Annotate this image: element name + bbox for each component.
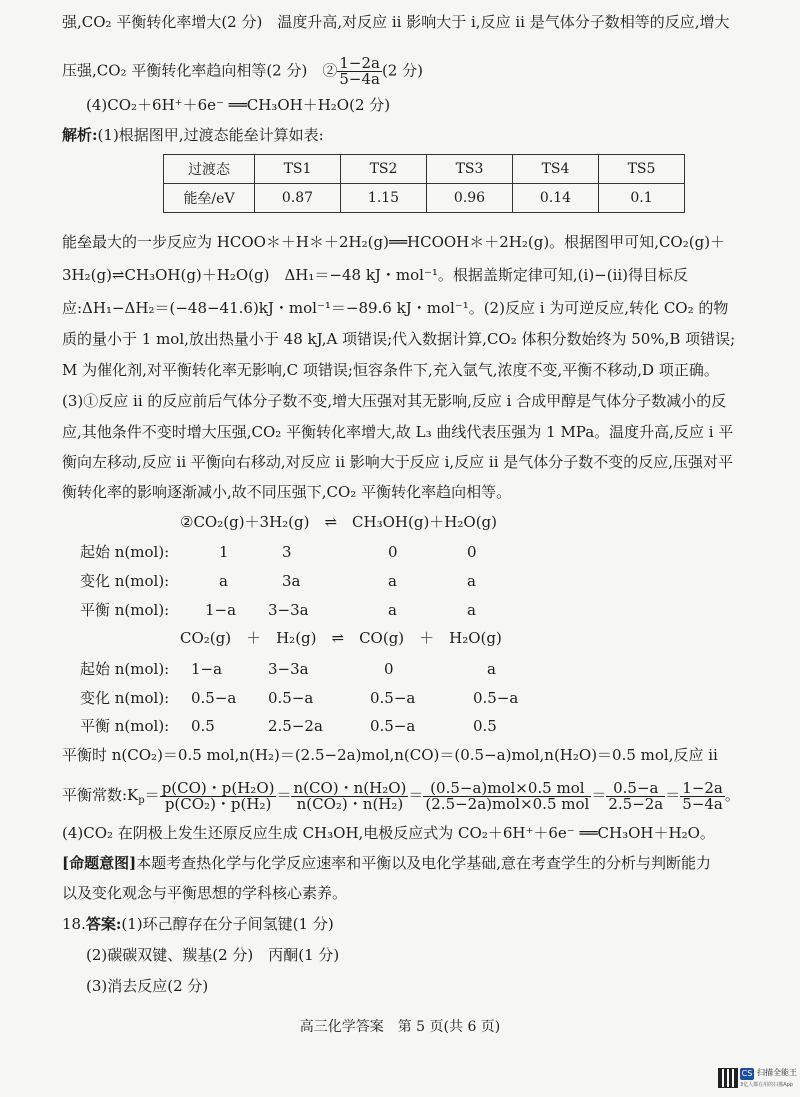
table-header-cell: TS1 [255,155,341,184]
text-line: 解析:(1)根据图甲,过渡态能垒计算如表: [62,126,324,144]
kp-expression: 平衡常数$:K_p=$ $\frac{\text{p(CO)・p(H₂O)}}{\text{p(CO₂)・p(H₂)}}$ ＝ $\frac{\text{n(CO)・n(H₂O)}}{\text{n(CO₂)・n(H₂)}}$ ＝ $\frac{\text{(0.5−a)mol×0.5 mol}}{\text{(2.5−2a)mol×0.5 mol}}$ ＝ $\frac{0.5-a}{2.5-2a}$ ＝ $\frac{1-2a}{5-4a}$ 。 [62,778,740,813]
ice-value: a [487,660,496,678]
table-cell: 0.1 [599,184,685,213]
text-line: M 为催化剂,对平衡转化率无影响,C 项错误;恒容条件下,充入氩气,浓度不变,平衡不移动,D 项正确。 [62,361,719,379]
ice-value: 0.5−a [268,689,314,707]
fraction: $\frac{\text{p(CO)・p(H₂O)}}{\text{p(CO₂)・p(H₂)}}$ [161,778,275,813]
ice-label: 平衡 n(mol): [80,717,170,735]
ice-value: 0.5 [473,717,497,735]
ice-value: 0.5−a [370,689,416,707]
text-line: 衡向左移动,反应 ii 平衡向右移动,对反应 ii 影响大于反应 i,反应 ii 是气体分子数不变的反应,压强对平 [62,453,734,471]
ice-value: a [467,601,476,619]
ice-value: a [388,572,397,590]
ice-value: 3a [282,572,301,590]
text-line: 强,CO₂ 平衡转化率增大(2 分) 温度升高,对反应 ii 影响大于 i,反应 ii 是气体分子数相等的反应,增大 [62,13,730,31]
transition-state-table [163,154,685,213]
ice-value: 1 [219,543,229,561]
table-cell: 0.96 [427,184,513,213]
table-cell: 0.14 [513,184,599,213]
ice-value: 0.5−a [370,717,416,735]
text-line: (3)消去反应(2 分) [86,977,209,995]
text-line: 平衡时 n(CO₂)＝0.5 mol,n(H₂)＝(2.5−2a)mol,n(CO)＝(0.5−a)mol,n(H₂O)＝0.5 mol,反应 ii [62,746,718,764]
table-header-cell: TS4 [513,155,599,184]
question-number: 18. [62,915,86,933]
ice-label: 变化 n(mol): [80,572,170,590]
ice-value: 0.5−a [191,689,237,707]
page-footer: 高三化学答案 第 5 页(共 6 页) [299,1019,501,1035]
ice-value: a [219,572,228,590]
table-row [164,155,685,184]
fraction: $\frac{0.5-a}{2.5-2a}$ [608,778,664,813]
text-line: (3)①反应 ii 的反应前后气体分子数不变,增大压强对其无影响,反应 i 合成甲醇是气体分子数减小的反 [62,392,727,410]
table-header-cell: 过渡态 [164,155,255,184]
text-line: 以及变化观念与平衡思想的学科核心素养。 [62,884,348,902]
ice-value: 3−3a [268,601,309,619]
ice-value: 0 [384,660,394,678]
qr-code-icon [718,1068,738,1088]
ice-value: a [388,601,397,619]
table-cell: 1.15 [341,184,427,213]
equation-2: CO₂(g) ＋ H₂(g) ⇌ CO(g) ＋ H₂O(g) [180,629,502,647]
text-line: 衡转化率的影响逐渐减小,故不同压强下,CO₂ 平衡转化率趋向相等。 [62,483,512,501]
ice-value: 0 [388,543,398,561]
answer-label: 答案: [85,915,122,933]
fraction: $\frac{\text{n(CO)・n(H₂O)}}{\text{n(CO₂)・n(H₂)}}$ [293,778,407,813]
ice-label: 变化 n(mol): [80,689,170,707]
ice-value: 1−a [191,660,223,678]
text-line: 应:ΔH₁−ΔH₂＝(−48−41.6)kJ・mol⁻¹＝−89.6 kJ・mol⁻¹。(2)反应 i 为可逆反应,转化 CO₂ 的物 [62,299,729,317]
ice-value: 0.5−a [473,689,519,707]
fraction: $\frac{\text{(0.5−a)mol×0.5 mol}}{\text{(2.5−2a)mol×0.5 mol}}$ [425,778,590,813]
text-line: 3H₂(g)⇌CH₃OH(g)＋H₂O(g) ΔH₁＝−48 kJ・mol⁻¹。根据盖斯定律可知,(i)−(ii)得目标反 [62,266,689,284]
text-line: 质的量小于 1 mol,放出热量小于 48 kJ,A 项错误;代入数据计算,CO₂ 体积分数始终为 50%,B 项错误; [62,330,736,348]
scanner-logo-icon: CS [741,1069,753,1078]
ice-value: 1−a [205,601,237,619]
table-cell: 能垒/eV [164,184,255,213]
table-header-cell: TS3 [427,155,513,184]
text-line: 能垒最大的一步反应为 HCOO＊＋H＊＋2H₂(g)══HCOOH＊＋2H₂(g)。根据图甲可知,CO₂(g)＋ [62,233,726,251]
ice-value: 3 [282,543,292,561]
ice-label: 起始 n(mol): [80,660,170,678]
scanner-app-tagline: 3亿人都在用的扫描App [740,1082,793,1088]
fraction: $\frac{1-2a}{5-4a}$ [339,54,380,88]
scanner-app-name: 扫描全能王 [757,1068,797,1077]
intent-label: [命题意图] [62,854,137,872]
table-header-cell: TS5 [599,155,685,184]
analysis-label: 解析: [62,126,98,144]
table-cell: 0.87 [255,184,341,213]
ice-value: 3−3a [268,660,309,678]
ice-value: 0.5 [191,717,215,735]
ice-label: 平衡 n(mol): [80,601,170,619]
table-row [164,184,685,213]
ice-label: 起始 n(mol): [80,543,170,561]
text-line: (4)CO₂ 在阴极上发生还原反应生成 CH₃OH,电极反应式为 CO₂＋6H⁺＋6e⁻ ══CH₃OH＋H₂O。 [62,824,715,842]
ice-value: a [467,572,476,590]
text-line: 18.答案:(1)环己醇存在分子间氢键(1 分) [62,915,334,933]
text-line: (4)CO₂＋6H⁺＋6e⁻ ══CH₃OH＋H₂O(2 分) [86,96,391,114]
fraction: $\frac{1-2a}{5-4a}$ [682,778,723,813]
text-line: 应,其他条件不变时增大压强,CO₂ 平衡转化率增大,故 L₃ 曲线代表压强为 1 MPa。温度升高,反应 i 平 [62,423,734,441]
ice-value: 2.5−2a [268,717,323,735]
table-header-cell: TS2 [341,155,427,184]
text-line: 压强,CO₂ 平衡转化率趋向相等(2 分) ② $\frac{1-2a}{5-4a}$ (2 分) [62,54,423,88]
text-line: (2)碳碳双键、羰基(2 分) 丙酮(1 分) [86,946,340,964]
equation-1: ②CO₂(g)＋3H₂(g) ⇌ CH₃OH(g)＋H₂O(g) [180,513,498,531]
ice-value: 0 [467,543,477,561]
text-line: [命题意图]本题考查热化学与化学反应速率和平衡以及电化学基础,意在考查学生的分析与判断能力 [62,854,711,872]
